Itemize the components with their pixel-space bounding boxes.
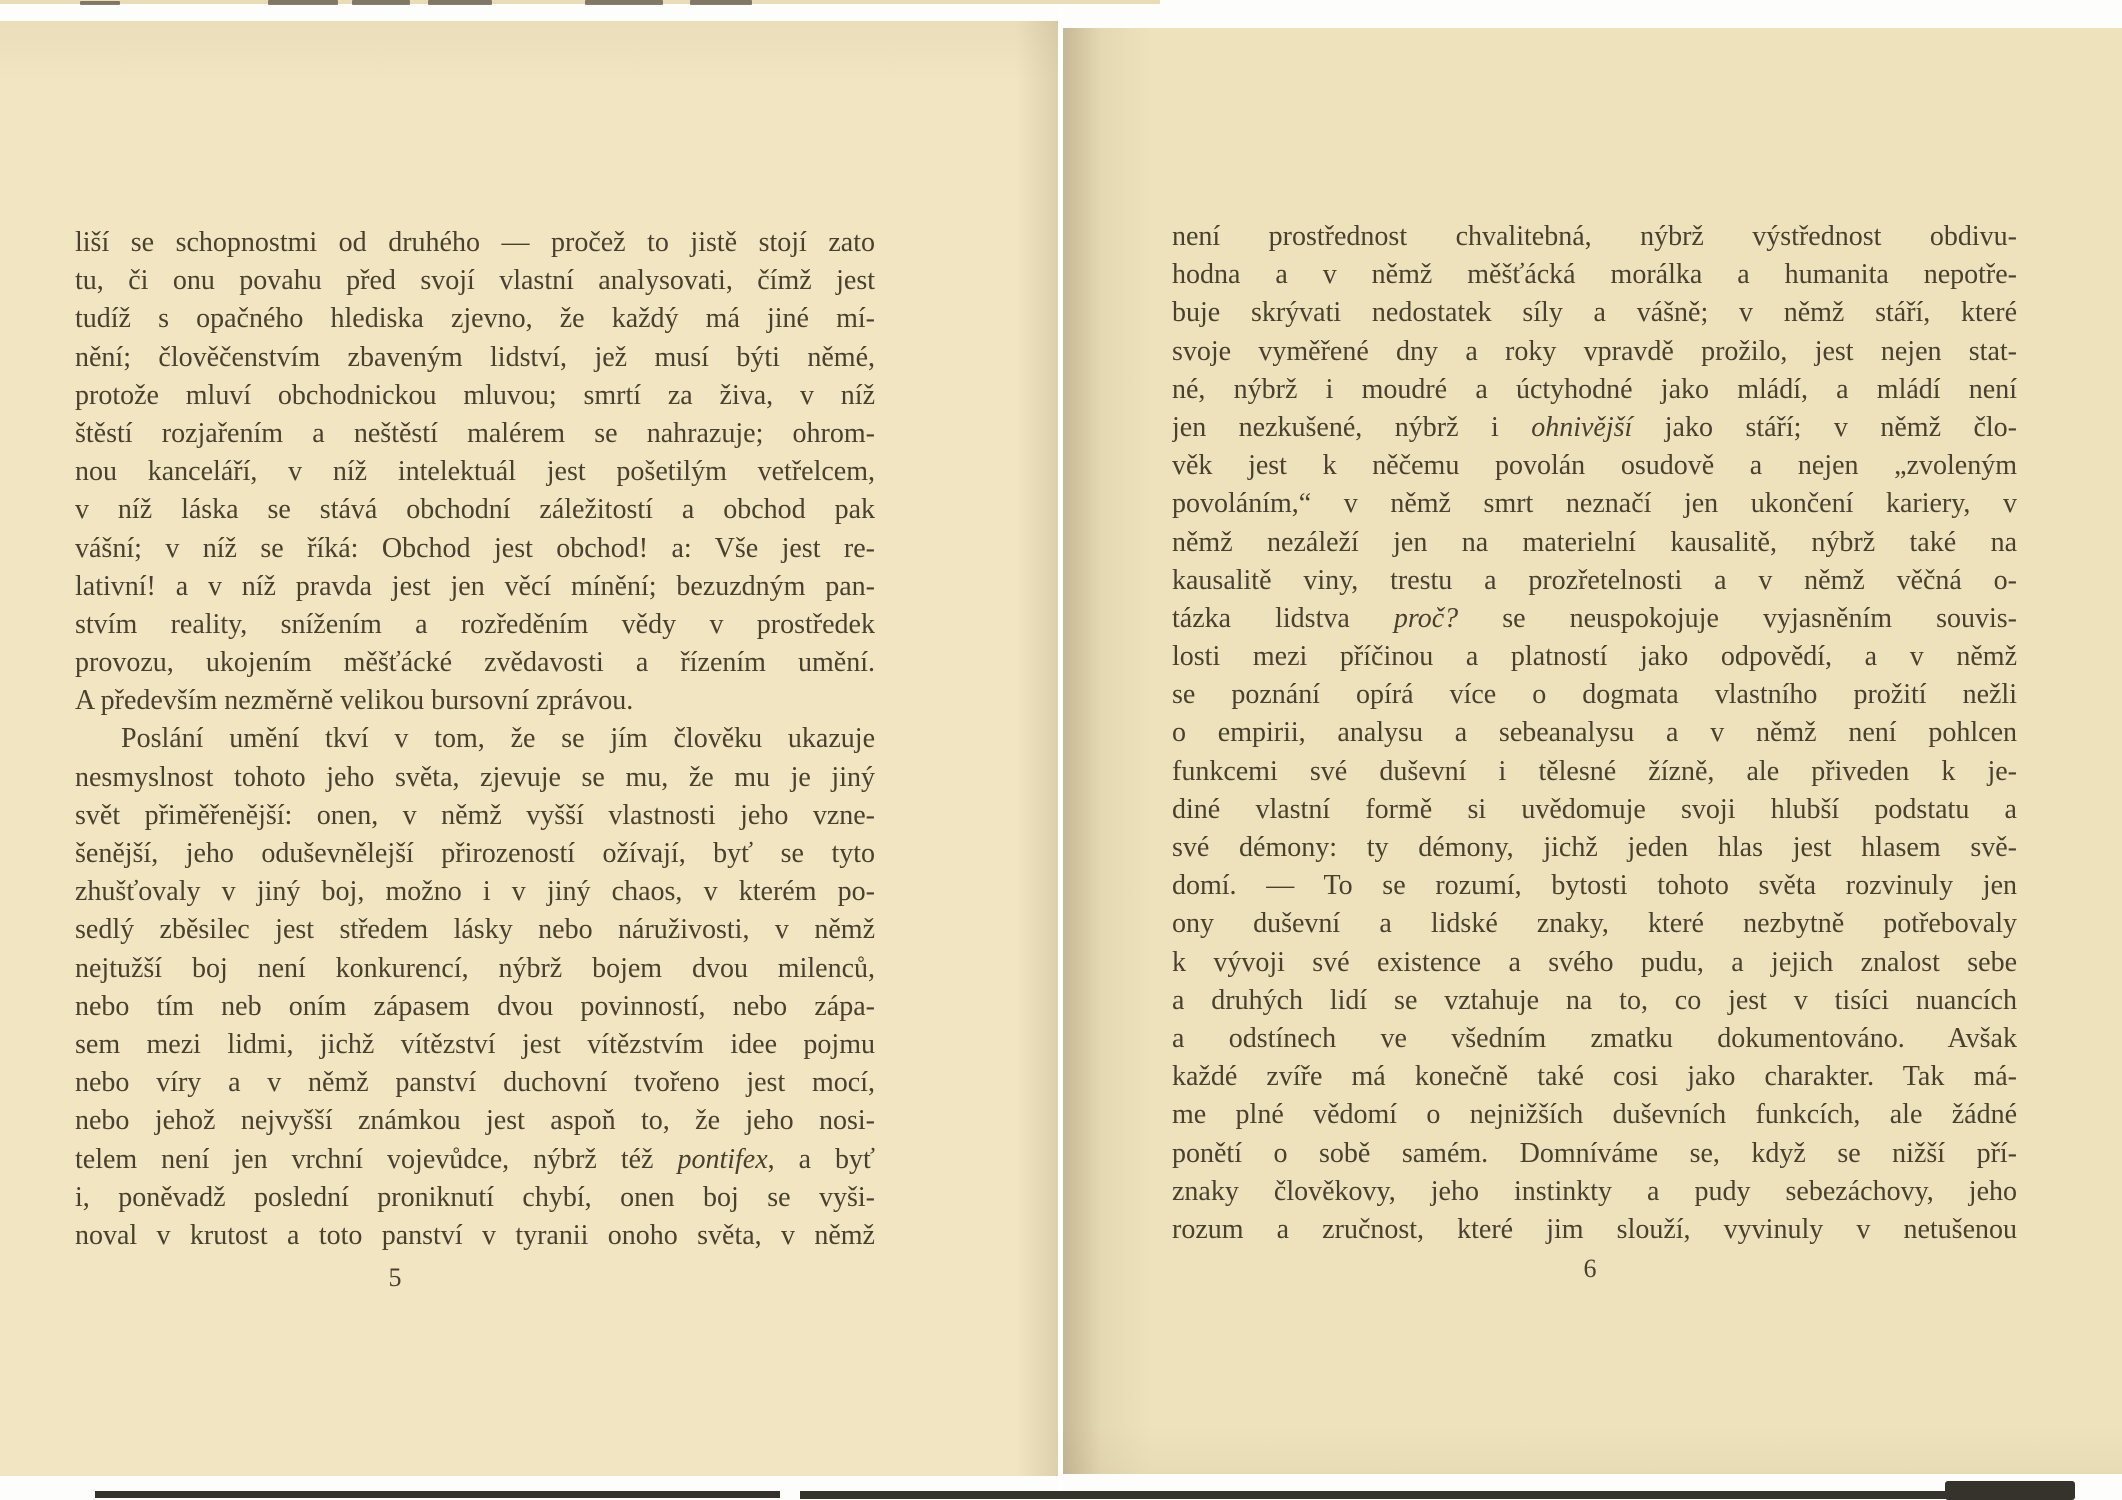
- scan-artifact-bottom-blob: [1945, 1481, 2075, 1500]
- text-line: [1172, 1135, 2017, 1173]
- text-segment: zhušťovaly v jiný boj, možno i v jiný chaos, v kterém po-: [75, 876, 875, 908]
- text-line: [1172, 371, 2017, 409]
- text-line: [75, 224, 875, 262]
- text-line: [1172, 1096, 2017, 1134]
- text-segment: lativní! a v níž pravda jest jen věcí mínění; bezuzdným pan-: [75, 570, 875, 602]
- text-line: [75, 606, 875, 644]
- text-segment: nebo jehož nejvyšší známkou jest aspoň to, že jeho nosi-: [75, 1105, 875, 1137]
- text-segment: Poslání umění tkví v tom, že se jím člověku ukazuje: [121, 723, 875, 755]
- text-segment: k vývoji své existence a svého pudu, a jejich znalost sebe: [1172, 946, 2017, 978]
- text-segment: i, poněvadž poslední proniknutí chybí, onen boj se vyši-: [75, 1181, 875, 1213]
- text-line: [1172, 294, 2017, 332]
- italic-text-segment: ohnivější: [1531, 411, 1633, 443]
- text-segment: se poznání opírá více o dogmata vlastního prožití nežli: [1172, 679, 2017, 711]
- page-left-text: [75, 224, 875, 1255]
- text-segment: nění; člověčenstvím zbaveným lidství, jež musí býti němé,: [75, 341, 875, 373]
- text-line: [1172, 676, 2017, 714]
- scan-artifact-dash: [352, 0, 410, 5]
- text-line: [75, 262, 875, 300]
- text-line: [75, 720, 875, 758]
- text-line: [75, 644, 875, 682]
- text-segment: o empirii, analysu a sebeanalysu a v němž není pohlcen: [1172, 717, 2017, 749]
- italic-text-segment: proč?: [1393, 602, 1459, 634]
- text-segment: tázka lidstva: [1172, 602, 1394, 634]
- page-right: [1063, 28, 2122, 1474]
- text-line: [75, 873, 875, 911]
- text-segment: se neuspokojuje vyjasněním souvis-: [1458, 602, 2017, 634]
- text-line: [1172, 1173, 2017, 1211]
- text-line: [75, 530, 875, 568]
- text-segment: svoje vyměřené dny a roky vpravdě prožilo, jest nejen stat-: [1172, 335, 2017, 367]
- text-line: [1172, 562, 2017, 600]
- text-line: [75, 1141, 875, 1179]
- text-segment: tu, či onu povahu před svojí vlastní analysovati, čímž jest: [75, 265, 875, 297]
- text-segment: a odstínech ve všedním zmatku dokumentováno. Avšak: [1172, 1022, 2017, 1054]
- text-segment: domí. — To se rozumí, bytosti tohoto světa rozvinuly jen: [1172, 870, 2017, 902]
- text-line: [1172, 1020, 2017, 1058]
- text-segment: provozu, ukojením měšťácké zvědavosti a řízením umění.: [75, 647, 875, 679]
- text-line: [75, 568, 875, 606]
- text-line: [1172, 1058, 2017, 1096]
- text-line: [75, 491, 875, 529]
- text-segment: znaky člověkovy, jeho instinkty a pudy sebezáchovy, jeho: [1172, 1175, 2017, 1207]
- text-segment: věk jest k něčemu povolán osudově a nejen „zvoleným: [1172, 450, 2017, 482]
- scan-artifact-dash: [585, 0, 663, 5]
- text-segment: rozum a zručnost, které jim slouží, vyvinuly v netušenou: [1172, 1213, 2017, 1245]
- text-line: [75, 835, 875, 873]
- text-segment: povoláním,“ v němž smrt neznačí jen ukončení kariery, v: [1172, 488, 2017, 520]
- text-line: [75, 797, 875, 835]
- text-segment: každé zvíře má konečně také cosi jako charakter. Tak má-: [1172, 1061, 2017, 1093]
- text-segment: stvím reality, snížením a rozředěním vědy v prostředek: [75, 608, 875, 640]
- text-segment: losti mezi příčinou a platností jako odpovědí, a v němž: [1172, 641, 2017, 673]
- text-line: [1172, 256, 2017, 294]
- text-segment: sedlý zběsilec jest středem lásky nebo náruživosti, v němž: [75, 914, 875, 946]
- text-line: [75, 759, 875, 797]
- text-line: [1172, 524, 2017, 562]
- text-segment: né, nýbrž i moudré a úctyhodné jako mládí, a mládí není: [1172, 373, 2017, 405]
- scan-artifact-dash: [268, 0, 338, 5]
- text-segment: němž nezáleží jen na materielní kausalitě, nýbrž také na: [1172, 526, 2017, 558]
- text-segment: jen nezkušené, nýbrž i: [1172, 411, 1532, 443]
- scan-artifact-dash: [428, 0, 492, 5]
- text-line: [75, 339, 875, 377]
- text-segment: šenější, jeho oduševnělejší přirozeností ožívají, byť se tyto: [75, 838, 875, 869]
- text-segment: A především nezměrně velikou bursovní zprávou.: [75, 685, 634, 717]
- text-line: [75, 453, 875, 491]
- text-segment: nebo víry a v němž panství duchovní tvořeno jest mocí,: [75, 1067, 875, 1099]
- text-line: [75, 377, 875, 415]
- text-segment: nebo tím neb oním zápasem dvou povinností, nebo zápa-: [75, 990, 875, 1022]
- text-line: [75, 1064, 875, 1102]
- text-segment: hodna a v němž měšťácká morálka a humanita nepotře-: [1172, 259, 2017, 291]
- text-line: [1172, 447, 2017, 485]
- text-segment: svět přiměřenější: onen, v němž vyšší vlastnosti jeho vzne-: [75, 799, 875, 831]
- text-segment: kausalitě viny, trestu a prozřetelnosti a v němž věčná o-: [1172, 564, 2017, 596]
- scan-artifact-dash: [690, 0, 752, 5]
- text-line: [75, 988, 875, 1026]
- text-segment: v níž láska se stává obchodní záležitostí a obchod pak: [75, 494, 875, 526]
- text-line: [1172, 600, 2017, 638]
- text-line: [1172, 944, 2017, 982]
- text-segment: vášní; v níž se říká: Obchod jest obchod! a: Vše jest re-: [75, 532, 875, 564]
- text-line: [75, 1102, 875, 1140]
- scan-artifact-bottom-bar: [95, 1491, 780, 1498]
- text-line: [75, 950, 875, 988]
- text-segment: ony duševní a lidské znaky, které nezbytně potřebovaly: [1172, 908, 2017, 940]
- text-segment: nesmyslnost tohoto jeho světa, zjevuje se mu, že mu je jiný: [75, 761, 875, 793]
- text-line: [1172, 485, 2017, 523]
- text-segment: ponětí o sobě samém. Domníváme se, když se nižší pří-: [1172, 1137, 2017, 1169]
- text-segment: jako stáří; v němž člo-: [1632, 411, 2017, 443]
- text-segment: funkcemi své duševní i tělesné žízně, ale přiveden k je-: [1172, 755, 2017, 787]
- text-line: [1172, 867, 2017, 905]
- text-segment: telem není jen vrchní vojevůdce, nýbrž též: [75, 1143, 678, 1175]
- text-line: [1172, 409, 2017, 447]
- italic-text-segment: pontifex: [677, 1143, 768, 1175]
- scan-artifact-bottom-bar: [800, 1491, 2055, 1499]
- text-segment: tudíž s opačného hlediska zjevno, že každý má jiné mí-: [75, 303, 875, 335]
- page-number-right: 6: [1583, 1254, 1597, 1283]
- text-segment: protože mluví obchodnickou mluvou; smrtí za živa, v níž: [75, 379, 875, 411]
- text-segment: liší se schopnostmi od druhého — pročež to jistě stojí zato: [75, 227, 875, 258]
- page-left: [0, 21, 1058, 1476]
- text-line: [75, 300, 875, 338]
- text-segment: nou kanceláří, v níž intelektuál jest pošetilým vetřelcem,: [75, 456, 875, 488]
- text-line: [1172, 791, 2017, 829]
- text-line: [1172, 905, 2017, 943]
- text-line: [1172, 638, 2017, 676]
- page-right-text: [1172, 218, 2017, 1249]
- text-segment: štěstí rozjařením a neštěstí malérem se nahrazuje; ohrom-: [75, 417, 875, 449]
- text-segment: nejtužší boj není konkurencí, nýbrž bojem dvou milenců,: [75, 952, 875, 984]
- page-number-left: 5: [388, 1263, 402, 1292]
- text-line: [75, 1026, 875, 1064]
- text-segment: buje skrývati nedostatek síly a vášně; v němž stáří, které: [1172, 297, 2017, 329]
- text-segment: me plné vědomí o nejnižších duševních funkcích, ale žádné: [1172, 1099, 2017, 1131]
- text-segment: není prostřednost chvalitebná, nýbrž výstřednost obdivu-: [1172, 221, 2017, 252]
- scan-artifact-dash: [80, 1, 120, 5]
- text-line: [1172, 982, 2017, 1020]
- text-line: [1172, 714, 2017, 752]
- scan-artifact-top-sliver: [0, 0, 1160, 4]
- text-line: [1172, 218, 2017, 256]
- text-segment: noval v krutost a toto panství v tyranii onoho světa, v němž: [75, 1219, 875, 1251]
- text-line: [1172, 333, 2017, 371]
- text-line: [75, 682, 875, 720]
- text-line: [75, 911, 875, 949]
- text-segment: , a byť: [767, 1143, 875, 1175]
- text-segment: své démony: ty démony, jichž jeden hlas jest hlasem svě-: [1172, 832, 2017, 863]
- text-segment: sem mezi lidmi, jichž vítězství jest vítězstvím idee pojmu: [75, 1028, 875, 1060]
- text-line: [1172, 829, 2017, 867]
- text-line: [1172, 753, 2017, 791]
- text-line: [75, 1179, 875, 1217]
- text-line: [1172, 1211, 2017, 1249]
- text-line: [75, 1217, 875, 1255]
- text-line: [75, 415, 875, 453]
- text-segment: a druhých lidí se vztahuje na to, co jest v tisíci nuancích: [1172, 984, 2017, 1016]
- text-segment: diné vlastní formě si uvědomuje svoji hlubší podstatu a: [1172, 793, 2017, 825]
